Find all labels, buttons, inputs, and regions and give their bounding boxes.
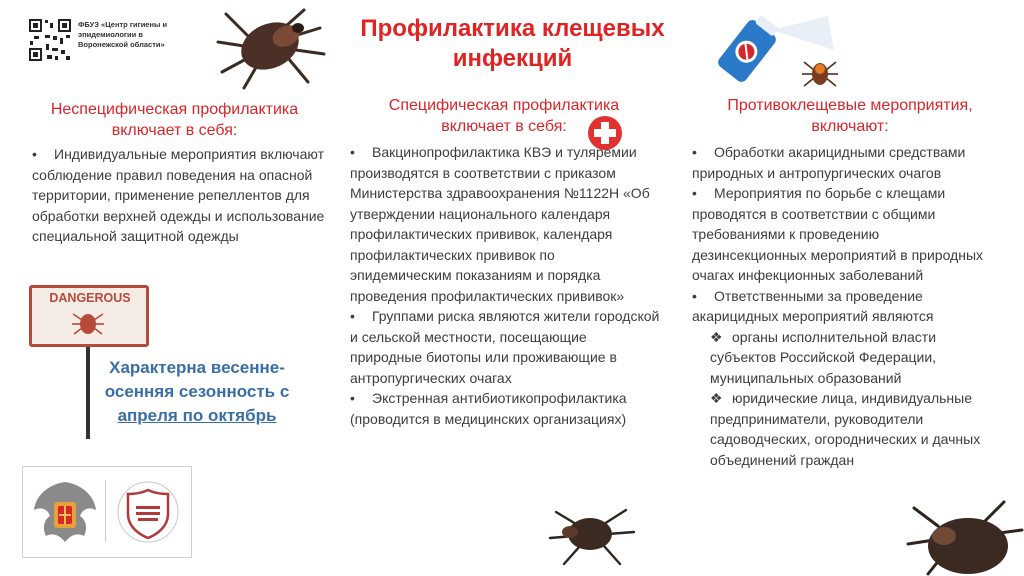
sub-bullet: ❖ <box>710 328 723 345</box>
spray-can-icon <box>710 10 840 92</box>
tick-icon <box>904 500 1024 576</box>
bullet: • <box>32 146 37 162</box>
bullet: • <box>692 144 697 160</box>
left-list <box>32 144 332 247</box>
organization-name: ФБУЗ «Центр гигиены и эпидемиологии в Воронежской области» <box>78 20 168 49</box>
list-item: • Вакцинопрофилактика КВЭ и туляремии производятся в соответствии с приказом Министерства здравоохранения №1122Н «Об утверждении национального календаря профилактических прививок, календаря профилактических прививок по эпидемическим показаниям и порядка проведения профилактических прививок» <box>350 144 650 304</box>
list-item: • Экстренная антибиотикопрофилактика (проводится в медицинских организациях) <box>350 390 627 427</box>
middle-list <box>350 142 660 429</box>
page-title: Профилактика клещевых инфекций <box>360 15 665 72</box>
bullet: • <box>350 390 355 406</box>
list-item: • Обработки акарицидными средствами природных и антропургических очагов <box>692 144 966 181</box>
emblem-icon <box>30 476 100 548</box>
list-item: • Мероприятия по борьбе с клещами проводятся в соответствии с общими требованиями к проведению дезинсекционных мероприятий в природных очагах инфекционных заболеваний <box>692 185 984 283</box>
middle-heading: Специфическая профилактика включает в себя: <box>388 97 620 135</box>
left-heading: Неспецифическая профилактика включает в себя: <box>50 101 299 139</box>
bullet: • <box>350 144 355 160</box>
sub-bullet: ❖ <box>710 390 723 406</box>
bullet: • <box>350 308 355 324</box>
right-heading: Противоклещевые мероприятия, включают: <box>727 97 973 135</box>
sign-pole <box>86 347 90 439</box>
bullet: • <box>692 185 697 201</box>
list-item: • Индивидуальные мероприятия включают соблюдение правил поведения на опасной территории, применение репеллентов для обработки верхней одежды и использование специальной защитной одежды <box>32 146 325 244</box>
tick-icon <box>546 502 636 568</box>
tick-icon <box>208 6 328 90</box>
sanitary-shield-icon <box>116 480 180 544</box>
logo-divider <box>105 480 106 542</box>
bullet: • <box>692 287 697 304</box>
right-list <box>692 142 997 470</box>
list-item: • Группами риска являются жители городской и сельской местности, посещающие природные биотопы или проживающие в антропургических очагах <box>350 308 660 386</box>
list-item: • Ответственными за проведение акарицидных мероприятий являются <box>692 287 934 324</box>
sub-list-item: ❖ юридические лица, индивидуальные предприниматели, руководители садоводческих, огороднических и дачных объединений граждан <box>710 390 981 468</box>
season-note: Характерна весенне- осенняя сезонность с апреля по октябрь <box>104 358 290 425</box>
qr-code-icon <box>28 18 72 62</box>
sub-list-item: ❖ органы исполнительной власти субъектов Российской Федерации, муниципальных образований <box>710 328 937 386</box>
danger-sign-icon <box>70 308 106 338</box>
danger-sign-label: DANGEROUS <box>49 291 131 305</box>
